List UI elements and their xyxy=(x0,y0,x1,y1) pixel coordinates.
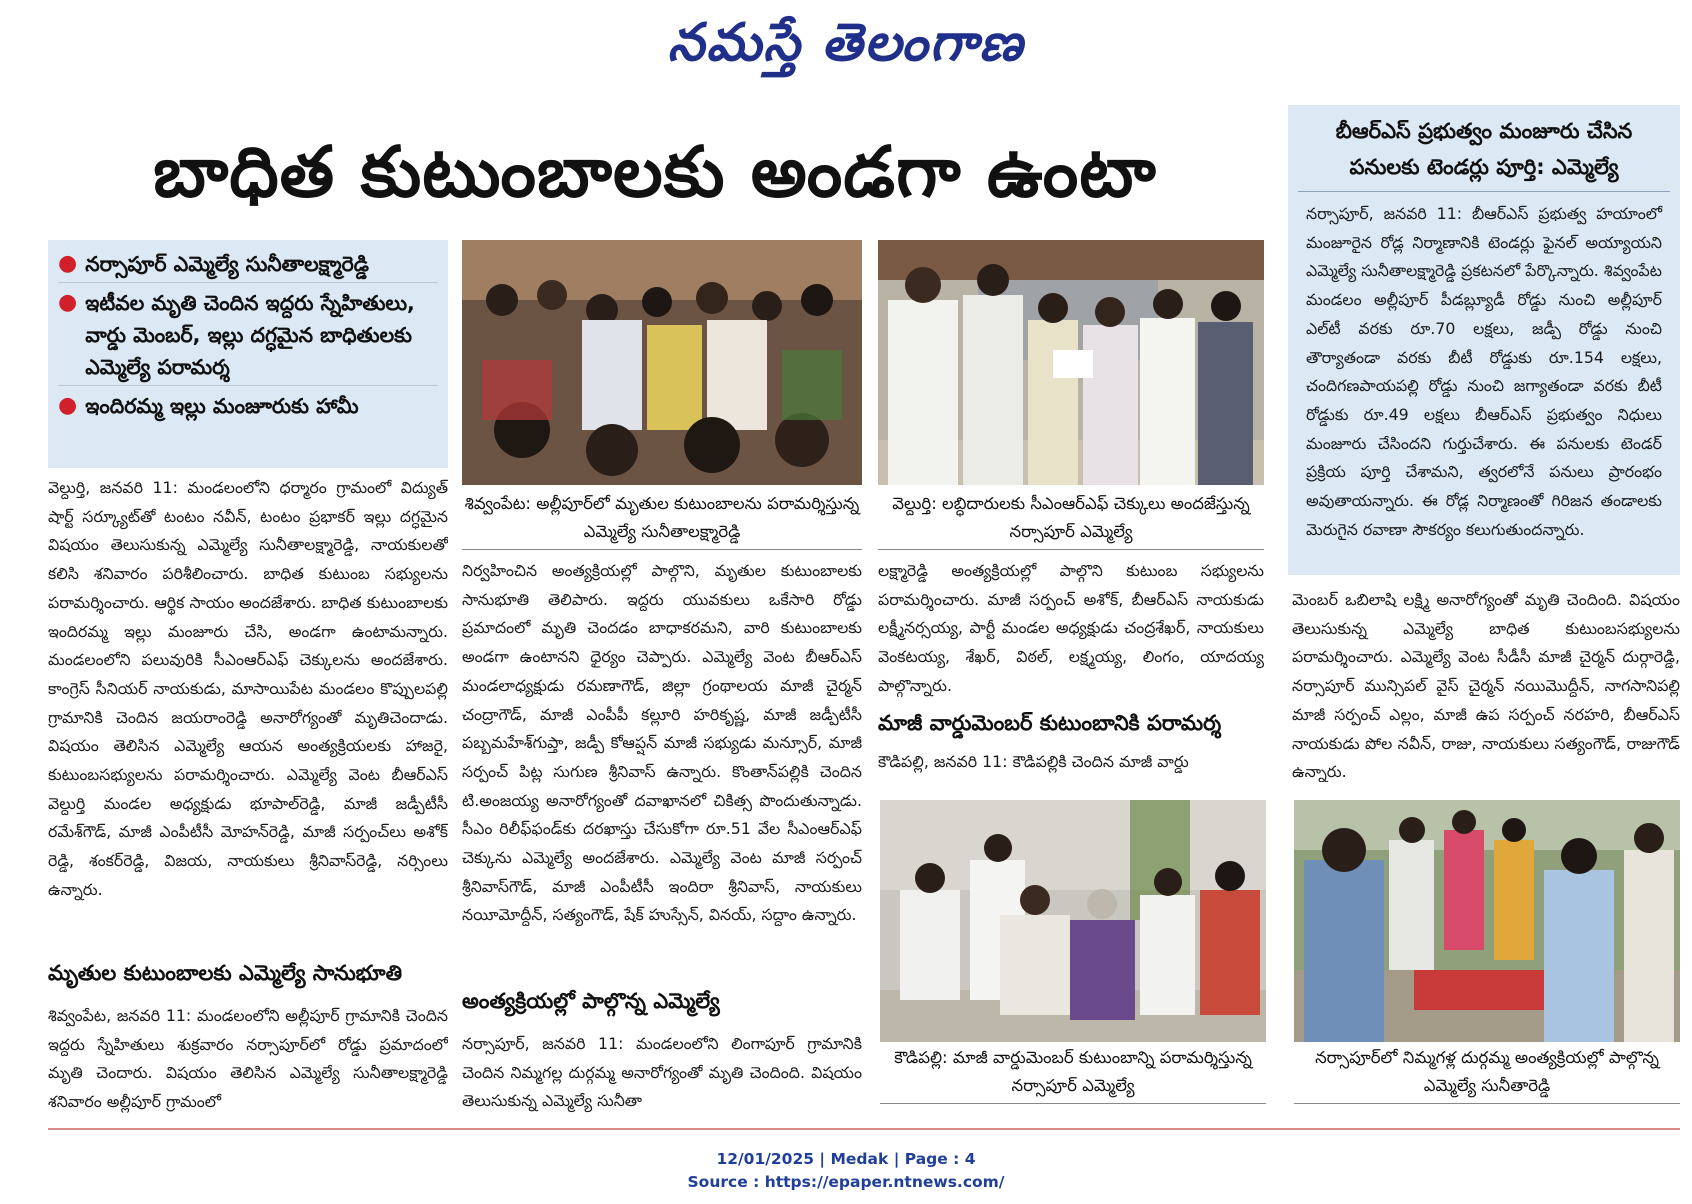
column-1-body-2: శివ్వంపేట, జనవరి 11: మండలంలోని అల్లీపూర్ గ్రామానికి చెందిన ఇద్దరు స్నేహితులు శుక్రవారం నర్సాపూర్‌లో రోడ్డు ప్రమాదంలో మృతి చెందారు. విషయం తెలిసిన ఎమ్మెల్యే సునీతాలక్ష్మారెడ్డి శనివారం అల్లీపూర్ గ్రామంలో xyxy=(48,1006,448,1112)
highlight-item xyxy=(58,248,438,283)
highlights-box xyxy=(48,240,448,468)
newspaper-masthead: నమస్తే తెలంగాణ xyxy=(667,13,1025,73)
sidebar-body: నర్సాపూర్, జనవరి 11: బీఆర్ఎస్ ప్రభుత్వ హయాంలో మంజూరైన రోడ్ల నిర్మాణానికి టెండర్లు ఫైనల్ అయ్యాయని ఎమ్మెల్యే సునీతాలక్ష్మారెడ్డి ప్రకటనలో పేర్కొన్నారు. శివ్వంపేట మండలం అల్లీపూర్ పీడబ్ల్యూడీ రోడ్డు నుంచి అల్లీపూర్ ఎల్‌టీ వరకు రూ.70 లక్షలు, జడ్పీ రోడ్డు నుంచి తౌర్యాతండా వరకు బీటీ రోడ్డుకు రూ.154 లక్షలు, చందిగణపాయపల్లి రోడ్డు నుంచి జగ్యాతండా వరకు బీటీ రోడ్డుకు రూ.49 లక్షలు బీఆర్ఎస్ ప్రభుత్వం నిధులు మంజూరు చేసిందని గుర్తుచేశారు. ఈ పనులకు టెండర్ ప్రక్రియ పూర్తి చేశామని, త్వరలోనే పనులు ప్రారంభం అవుతాయన్నారు. ఈ రోడ్ల నిర్మాణంతో గిరిజన తండాలకు మెరుగైన రవాణా సౌకర్యం కలుగుతుందన్నారు. xyxy=(1306,204,1662,539)
cheque-distribution-photo xyxy=(878,240,1264,485)
photo-1-caption: శివ్వంపేట: అల్లీపూర్‌లో మృతుల కుటుంబాలను పరామర్శిస్తున్న ఎమ్మెల్యే సునీతాలక్ష్మారెడ్డి xyxy=(462,490,862,550)
photo-2-caption: వెల్దుర్తి: లబ్ధిదారులకు సీఎంఆర్ఎఫ్ చెక్కులు అందజేస్తున్న నర్సాపూర్ ఎమ్మెల్యే xyxy=(878,490,1264,550)
sidebar-heading: బీఆర్ఎస్ ప్రభుత్వం మంజూరు చేసిన పనులకు టెండర్లు పూర్తి: ఎమ్మెల్యే xyxy=(1298,105,1670,192)
highlight-item xyxy=(58,287,438,386)
footer-date-line: 12/01/2025 | Medak | Page : 4 xyxy=(716,1150,976,1168)
crowd-photo-allipur xyxy=(462,240,862,485)
column-3-body: లక్ష్మారెడ్డి అంత్యక్రియల్లో పాల్గొని కుటుంబ సభ్యులను పరామర్శించారు. మాజీ సర్పంచ్ అశోక్, బీఆర్ఎస్ నాయకుడు లక్ష్మీనర్సయ్య, పార్టీ మండల అధ్యక్షుడు చంద్రశేఖర్, నాయకులు వెంకటయ్య, శేఖర్, విఠల్, లక్ష్మయ్య, లింగం, యాదయ్య పాల్గొన్నారు. xyxy=(878,561,1264,695)
bullet-dot-icon: ● xyxy=(58,251,78,276)
column-1-body: వెల్దుర్తి, జనవరి 11: మండలంలోని ధర్మారం గ్రామంలో విద్యుత్ షార్ట్ సర్క్యూట్‌తో టంటం నవీన్, టంటం ప్రభాకర్ ఇల్లు దగ్ధమైన విషయం తెలుసుకున్న ఎమ్మెల్యే సునీతాలక్ష్మారెడ్డి, నాయకులతో కలిసి శనివారం పరిశీలించారు. బాధిత కుటుంబ సభ్యులను పరామర్శించారు. ఆర్థిక సాయం అందజేశారు. బాధిత కుటుంబాలకు ఇందిరమ్మ ఇల్లు మంజూరు చేసి, అండగా ఉంటామన్నారు. మండలంలోని పలువురికి సీఎంఆర్ఎఫ్ చెక్కులను అందజేశారు. కాంగ్రెస్ సీనియర్ నాయకుడు, మాసాయిపేట మండలం కొప్పులపల్లి గ్రామానికి చెందిన జయరాంరెడ్డి అనారోగ్యంతో మృతిచెందాడు. విషయం తెలిసిన ఎమ్మెల్యే ఆయన అంత్యక్రియలకు హాజరై, కుటుంబసభ్యులను పరామర్శించారు. ఎమ్మెల్యే వెంట బీఆర్ఎస్ వెల్దుర్తి మండల అధ్యక్షుడు భూపాల్‌రెడ్డి, మాజీ జడ్పీటీసీ రమేశ్‌గౌడ్, మాజీ ఎంపీటీసీ మోహన్‌రెడ్డి, మాజీ సర్పంచ్‌లు అశోక్ రెడ్డి, శంకర్‌రెడ్డి, విజయ, నాయకులు శ్రీనివాస్‌రెడ్డి, నర్సింలు ఉన్నారు. xyxy=(48,478,448,899)
funeral-photo-narsapur xyxy=(1294,800,1680,1042)
highlight-text: ఇందిరమ్మ ఇల్లు మంజూరుకు హామీ xyxy=(85,394,359,418)
highlight-text: ఇటీవల మృతి చెందిన ఇద్దరు స్నేహితులు, వార్డు మెంబర్, ఇల్లు దగ్ధమైన బాధితులకు ఎమ్మెల్యే పరామర్శ xyxy=(85,291,415,379)
column-3-subhead: మాజీ వార్డుమెంబర్ కుటుంబానికి పరామర్శ xyxy=(878,711,1222,735)
sidebar-article-box xyxy=(1288,105,1680,575)
column-3-body-2: కౌడిపల్లి, జనవరి 11: కౌడిపల్లికి చెందిన మాజీ వార్డు xyxy=(878,752,1189,771)
column-4-body: మెంబర్ ఒబిలాషి లక్ష్మి అనారోగ్యంతో మృతి చెందింది. విషయం తెలుసుకున్న ఎమ్మెల్యే బాధిత కుటుంబసభ్యులను పరామర్శించారు. ఎమ్మెల్యే వెంట సీడీసీ మాజీ చైర్మన్ దుర్గారెడ్డి, నర్సాపూర్ మున్సిపల్ వైస్ చైర్మన్ నయిమొద్దీన్, నాగసానిపల్లి మాజీ సర్పంచ్ ఎల్లం, మాజీ ఉప సర్పంచ్ నరహరి, బీఆర్ఎస్ నాయకుడు పోల నవీన్, రాజు, నాయకులు సత్యంగౌడ్, రాజుగౌడ్ ఉన్నారు. xyxy=(1292,590,1680,782)
column-2-body-2: నర్సాపూర్, జనవరి 11: మండలంలోని లింగాపూర్ గ్రామానికి చెందిన నిమ్మగల్ల దుర్గమ్మ అనారోగ్యంతో మృతి చెందింది. విషయం తెలుసుకున్న ఎమ్మెల్యే సునీతా xyxy=(462,1034,862,1111)
bullet-dot-icon: ● xyxy=(58,393,78,418)
footer-source-link[interactable]: Source : https://epaper.ntnews.com/ xyxy=(687,1173,1005,1191)
bullet-dot-icon: ● xyxy=(58,290,78,315)
photo-3-caption: కౌడిపల్లి: మాజీ వార్డుమెంబర్ కుటుంబాన్ని పరామర్శిస్తున్న నర్సాపూర్ ఎమ్మెల్యే xyxy=(880,1044,1266,1104)
photo-4-caption: నర్సాపూర్‌లో నిమ్మగళ్ల దుర్గమ్మ అంత్యక్రియల్లో పాల్గొన్న ఎమ్మెల్యే సునీతారెడ్డి xyxy=(1294,1044,1680,1104)
family-visit-photo-kowdipally xyxy=(880,800,1266,1042)
footer-divider xyxy=(48,1128,1680,1130)
column-1-subhead: మృతుల కుటుంబాలకు ఎమ్మెల్యే సానుభూతి xyxy=(48,961,403,985)
column-2-body: నిర్వహించిన అంత్యక్రియల్లో పాల్గొని, మృతుల కుటుంబాలకు సానుభూతి తెలిపారు. ఇద్దరు యువకులు ఒకేసారి రోడ్డు ప్రమాదంలో మృతి చెందడం బాధాకరమని, వారి కుటుంబాలకు అండగా ఉంటానని ధైర్యం చెప్పారు. ఎమ్మెల్యే వెంట బీఆర్ఎస్ మండలాధ్యక్షుడు రమణాగౌడ్, జిల్లా గ్రంథాలయ మాజీ చైర్మన్ చంద్రాగౌడ్, మాజీ ఎంపీపీ కల్లూరి హరికృష్ణ, మాజీ జడ్పీటీసీ పబ్బమహేశ్‌గుప్తా, జడ్పీ కోఆప్షన్ మాజీ సభ్యుడు మన్సూర్, మాజీ సర్పంచ్ పిట్ల సుగుణ శ్రీనివాస్ ఉన్నారు. కొంతాన్‌పల్లికి చెందిన టి.అంజయ్య అనారోగ్యంతో దవాఖానలో చికిత్స పొందుతున్నాడు. సీఎం రిలీఫ్‌ఫండ్‌కు దరఖాస్తు చేసుకోగా రూ.51 వేల సీఎంఆర్ఎఫ్ చెక్కును ఎమ్మెల్యే అందజేశారు. ఎమ్మెల్యే వెంట మాజీ సర్పంచ్ శ్రీనివాస్‌గౌడ్, మాజీ ఎంపీటీసీ ఇందిరా శ్రీనివాస్, నాయకులు నయీమోద్దీన్, సత్యంగౌడ్, షేక్ హుస్సేన్, వినయ్, సద్దాం ఉన్నారు. xyxy=(462,561,862,925)
main-headline: బాధిత కుటుంబాలకు అండగా ఉంటా xyxy=(153,131,1157,213)
highlight-item xyxy=(58,390,438,424)
highlight-text: నర్సాపూర్ ఎమ్మెల్యే సునీతాలక్ష్మారెడ్డి xyxy=(85,252,369,276)
column-2-subhead: అంత్యక్రియల్లో పాల్గొన్న ఎమ్మెల్యే xyxy=(462,989,720,1013)
